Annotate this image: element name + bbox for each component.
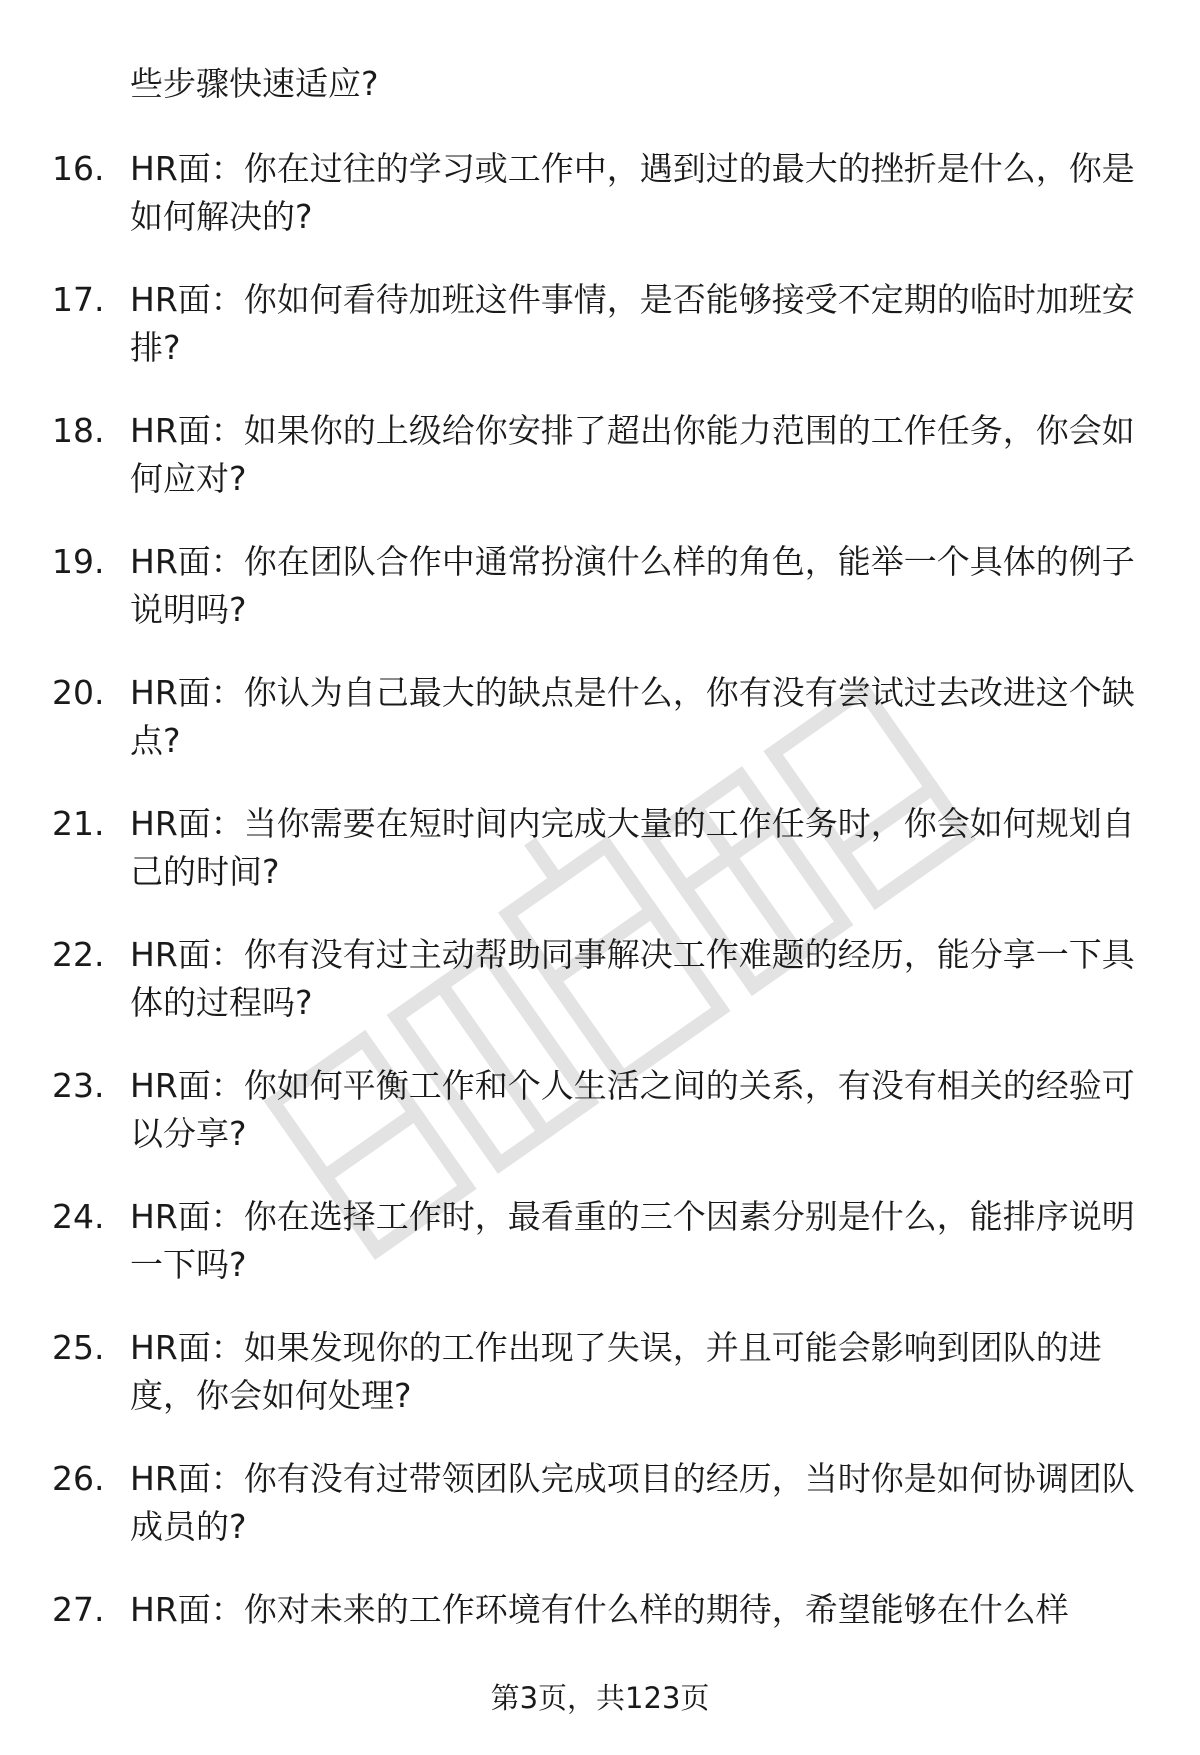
item-number: 20. xyxy=(52,673,105,712)
item-number: 21. xyxy=(52,804,105,843)
item-text: HR面：如果发现你的工作出现了失误，并且可能会影响到团队的进度，你会如何处理? xyxy=(130,1328,1102,1415)
list-item xyxy=(0,276,1200,407)
item-text: HR面：你认为自己最大的缺点是什么，你有没有尝试过去改进这个缺点? xyxy=(130,673,1135,760)
list-item xyxy=(0,1062,1200,1193)
question-list xyxy=(0,145,1200,1717)
item-text: HR面：如果你的上级给你安排了超出你能力范围的工作任务，你会如何应对? xyxy=(130,411,1135,498)
item-number: 16. xyxy=(52,149,105,188)
list-item xyxy=(0,1193,1200,1324)
item-number: 24. xyxy=(52,1197,105,1236)
item-text: HR面：你在选择工作时，最看重的三个因素分别是什么，能排序说明一下吗? xyxy=(130,1197,1135,1284)
item-number: 18. xyxy=(52,411,105,450)
item-text: HR面：你如何看待加班这件事情，是否能够接受不定期的临时加班安排? xyxy=(130,280,1135,367)
continuation-text: 些步骤快速适应? xyxy=(130,64,379,103)
item-text: HR面：你在过往的学习或工作中，遇到过的最大的挫折是什么，你是如何解决的? xyxy=(130,149,1135,236)
list-item xyxy=(0,669,1200,800)
item-number: 27. xyxy=(52,1590,105,1629)
list-item xyxy=(0,1324,1200,1455)
list-item xyxy=(0,145,1200,276)
page-footer: 第3页，共123页 xyxy=(490,1681,710,1715)
item-text: HR面：当你需要在短时间内完成大量的工作任务时，你会如何规划自己的时间? xyxy=(130,804,1135,891)
item-text: HR面：你有没有过主动帮助同事解决工作难题的经历，能分享一下具体的过程吗? xyxy=(130,935,1135,1022)
item-text: HR面：你对未来的工作环境有什么样的期待，希望能够在什么样 xyxy=(130,1590,1069,1629)
item-number: 25. xyxy=(52,1328,105,1367)
item-text: HR面：你在团队合作中通常扮演什么样的角色，能举一个具体的例子说明吗? xyxy=(130,542,1135,629)
list-item xyxy=(0,800,1200,931)
item-number: 19. xyxy=(52,542,105,581)
item-number: 26. xyxy=(52,1459,105,1498)
item-text: HR面：你如何平衡工作和个人生活之间的关系，有没有相关的经验可以分享? xyxy=(130,1066,1135,1153)
item-number: 23. xyxy=(52,1066,105,1105)
item-number: 22. xyxy=(52,935,105,974)
list-item xyxy=(0,538,1200,669)
list-item xyxy=(0,1455,1200,1586)
list-item xyxy=(0,931,1200,1062)
item-number: 17. xyxy=(52,280,105,319)
item-text: HR面：你有没有过带领团队完成项目的经历，当时你是如何协调团队成员的? xyxy=(130,1459,1135,1546)
list-item xyxy=(0,407,1200,538)
